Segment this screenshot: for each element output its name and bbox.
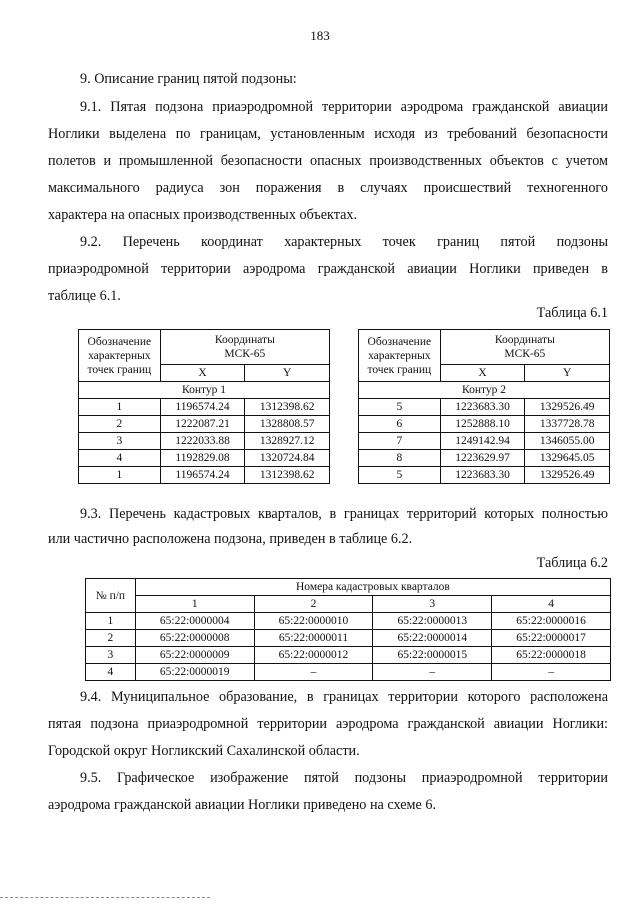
cell-x: 1223629.97 [440,450,525,467]
cell-quarter: – [492,664,611,681]
table-row [359,433,610,450]
cell-x: 1222087.21 [160,416,245,433]
header-coords: Координаты МСК-65 [440,330,609,365]
column-number: 2 [254,596,373,613]
cell-quarter: 65:22:0000012 [254,647,373,664]
paragraph-9-1-line: максимального радиуса зон поражения в случаях происшествий техногенного [48,180,608,196]
cell-no: 2 [86,630,136,647]
coordinates-table-contour-1 [78,329,330,484]
cadastral-quarters-table [85,578,611,681]
table-row [359,450,610,467]
table-row [86,613,611,630]
paragraph-9-4-line: пятая подзона приаэродромной территории аэродрома гражданской авиации Ноглики: [48,716,608,732]
table-6-2-caption: Таблица 6.2 [536,555,608,571]
table-row [79,450,330,467]
cell-point: 5 [359,467,441,484]
header-y: Y [525,365,610,382]
cell-quarter: 65:22:0000008 [135,630,254,647]
cell-point: 1 [79,399,161,416]
header-no: № п/п [86,579,136,613]
cell-y: 1337728.78 [525,416,610,433]
cell-no: 4 [86,664,136,681]
table-row [79,416,330,433]
cell-x: 1222033.88 [160,433,245,450]
paragraph-9-2-line: таблице 6.1. [48,288,121,304]
table-row [79,467,330,484]
paragraph-9-1-line: характера на опасных производственных объектах. [48,207,358,223]
table-row [79,433,330,450]
cell-point: 7 [359,433,441,450]
paragraph-9-5-line: аэродрома гражданской авиации Ноглики приведено на схеме 6. [48,797,436,813]
header-numbers: Номера кадастровых кварталов [135,579,610,596]
column-number: 4 [492,596,611,613]
cell-quarter: 65:22:0000016 [492,613,611,630]
table-row [86,664,611,681]
table-row [359,399,610,416]
paragraph-9-1-line: 9.1. Пятая подзона приаэродромной территории аэродрома гражданской авиации [80,99,608,115]
cell-y: 1328927.12 [245,433,330,450]
contour-label: Контур 1 [79,382,330,399]
paragraph-9-1-line: Ноглики выделена по границам, установленным исходя из требований безопасности [48,126,608,142]
cell-y: 1328808.57 [245,416,330,433]
cell-x: 1192829.08 [160,450,245,467]
cell-quarter: 65:22:0000019 [135,664,254,681]
cell-y: 1329526.49 [525,399,610,416]
cell-y: 1346055.00 [525,433,610,450]
cell-point: 4 [79,450,161,467]
cell-x: 1196574.24 [160,467,245,484]
header-y: Y [245,365,330,382]
cell-y: 1312398.62 [245,399,330,416]
paragraph-9-3-line: 9.3. Перечень кадастровых кварталов, в границах территорий которых полностью [80,506,608,522]
paragraph-9-4-line: 9.4. Муниципальное образование, в границах территории которого расположена [80,689,608,705]
cell-x: 1252888.10 [440,416,525,433]
cell-x: 1249142.94 [440,433,525,450]
paragraph-9-5-line: 9.5. Графическое изображение пятой подзоны приаэродромной территории [80,770,608,786]
header-coords: Координаты МСК-65 [160,330,329,365]
section-heading: 9. Описание границ пятой подзоны: [80,71,297,87]
cell-quarter: 65:22:0000014 [373,630,492,647]
cell-quarter: 65:22:0000017 [492,630,611,647]
cell-point: 3 [79,433,161,450]
column-number: 3 [373,596,492,613]
cell-quarter: 65:22:0000013 [373,613,492,630]
cell-x: 1223683.30 [440,399,525,416]
cell-y: 1329645.05 [525,450,610,467]
coordinates-table-contour-2 [358,329,610,484]
table-row [86,647,611,664]
table-row [359,467,610,484]
cell-quarter: 65:22:0000018 [492,647,611,664]
cell-y: 1320724.84 [245,450,330,467]
paragraph-9-1-line: полетов и промышленной безопасности опасных производственных объектов с учетом [48,153,608,169]
table-row [79,399,330,416]
cell-point: 1 [79,467,161,484]
cell-no: 3 [86,647,136,664]
cell-quarter: 65:22:0000011 [254,630,373,647]
cell-quarter: – [254,664,373,681]
header-x: X [440,365,525,382]
table-row [359,416,610,433]
cell-quarter: 65:22:0000004 [135,613,254,630]
cell-quarter: 65:22:0000015 [373,647,492,664]
header-point: Обозначение характерных точек границ [359,330,441,382]
header-point: Обозначение характерных точек границ [79,330,161,382]
cell-y: 1312398.62 [245,467,330,484]
cell-x: 1223683.30 [440,467,525,484]
paragraph-9-2-line: 9.2. Перечень координат характерных точек границ пятой подзоны [80,234,608,250]
table-row [86,630,611,647]
column-number: 1 [135,596,254,613]
paragraph-9-3-line: или частично расположена подзона, приведен в таблице 6.2. [48,531,413,547]
cell-quarter: 65:22:0000009 [135,647,254,664]
cell-point: 2 [79,416,161,433]
table-6-1-caption: Таблица 6.1 [536,305,608,321]
header-x: X [160,365,245,382]
cell-y: 1329526.49 [525,467,610,484]
cell-point: 8 [359,450,441,467]
page-number: 183 [310,28,330,43]
paragraph-9-2-line: приаэродромной территории аэродрома гражданской авиации Ноглики приведен в [48,261,608,277]
contour-label: Контур 2 [359,382,610,399]
paragraph-9-4-line: Городской округ Ногликский Сахалинской области. [48,743,360,759]
cell-no: 1 [86,613,136,630]
cell-quarter: 65:22:0000010 [254,613,373,630]
cell-point: 6 [359,416,441,433]
cell-point: 5 [359,399,441,416]
cell-x: 1196574.24 [160,399,245,416]
footer-rule [0,897,210,898]
cell-quarter: – [373,664,492,681]
